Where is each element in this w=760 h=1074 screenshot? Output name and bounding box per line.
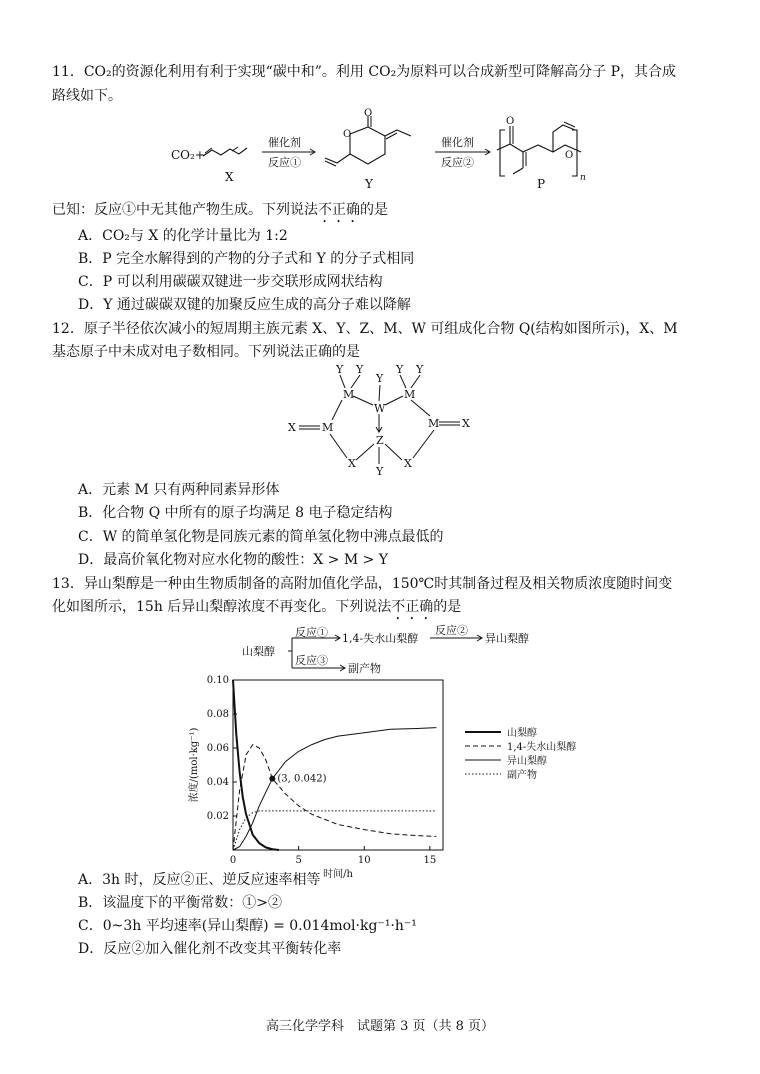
svg-text:M: M bbox=[343, 388, 355, 401]
y-tick-label: 0.04 bbox=[206, 777, 229, 788]
svg-text:Y: Y bbox=[336, 363, 344, 376]
concentration-time-chart bbox=[185, 672, 605, 880]
legend-label-2: 1,4-失水山梨醇 bbox=[507, 742, 577, 753]
step-2: 反应② bbox=[441, 156, 474, 169]
y-tick-label: 0.10 bbox=[206, 675, 229, 686]
q13-stem-line2: 化如图所示，15h 后异山梨醇浓度不再变化。下列说法不正确的是 bbox=[52, 599, 462, 615]
x-tick-label: 10 bbox=[357, 855, 371, 866]
svg-text:O: O bbox=[506, 116, 515, 127]
q13-option-b[interactable]: B．该温度下的平衡常数：①>② bbox=[78, 895, 283, 911]
q13-option-d[interactable]: D．反应②加入催化剂不改变其平衡转化率 bbox=[78, 941, 342, 957]
q12-option-d[interactable]: D．最高价氧化物对应水化物的酸性：X > M > Y bbox=[78, 552, 389, 568]
page-footer: 高三化学学科 试题第 3 页（共 8 页） bbox=[265, 1019, 495, 1034]
label-y: Y bbox=[365, 177, 373, 191]
co2-plus: CO₂+ bbox=[171, 148, 205, 162]
step-1: 反应① bbox=[268, 156, 301, 169]
scheme-r2: 反应② bbox=[435, 624, 468, 637]
catalyst-1: 催化剂 bbox=[268, 136, 301, 149]
q11-stem-line1: 11．CO₂的资源化利用有利于实现“碳中和”。利用 CO₂为原料可以合成新型可降解高分子 P，其合成 bbox=[52, 64, 677, 80]
y-axis-label: 浓度/(mol·kg⁻¹) bbox=[189, 727, 200, 803]
scheme-start: 山梨醇 bbox=[242, 645, 275, 658]
q11-known: 已知：反应①中无其他产物生成。下列说法不正确的是 bbox=[52, 202, 388, 218]
x-tick-label: 15 bbox=[423, 855, 437, 866]
svg-text:Y: Y bbox=[356, 363, 364, 376]
q12-option-b[interactable]: B．化合物 Q 中所有的原子均满足 8 电子稳定结构 bbox=[78, 505, 393, 521]
scheme-r3: 反应③ bbox=[295, 654, 328, 667]
scheme-side: 副产物 bbox=[348, 662, 381, 675]
svg-text:W: W bbox=[374, 402, 386, 415]
plot-frame bbox=[233, 680, 443, 850]
scheme-r1: 反应① bbox=[295, 626, 328, 639]
x-tick-label: 5 bbox=[295, 855, 302, 866]
q11-option-b[interactable]: B．P 完全水解得到的产物的分子式和 Y 的分子式相同 bbox=[78, 251, 415, 267]
x-axis-label: 时间/h bbox=[323, 869, 353, 880]
svg-text:Z: Z bbox=[376, 434, 384, 447]
svg-text:Y: Y bbox=[376, 372, 384, 385]
svg-text:Y: Y bbox=[396, 363, 404, 376]
scheme-end: 异山梨醇 bbox=[485, 632, 529, 645]
q12-stem-line2: 基态原子中未成对电子数相同。下列说法正确的是 bbox=[52, 344, 360, 360]
scheme-mid: 1,4-失水山梨醇 bbox=[342, 632, 419, 645]
q11-option-a[interactable]: A．CO₂与 X 的化学计量比为 1:2 bbox=[78, 228, 288, 244]
y-tick-label: 0.02 bbox=[206, 811, 229, 822]
q11-option-d[interactable]: D．Y 通过碳碳双键的加聚反应生成的高分子难以降解 bbox=[78, 297, 411, 313]
q12-stem-line1: 12．原子半径依次减小的短周期主族元素 X、Y、Z、M、W 可组成化合物 Q(结构如图所示)，X、M bbox=[52, 321, 678, 337]
q13-option-c[interactable]: C．0~3h 平均速率(异山梨醇) = 0.014mol·kg⁻¹·h⁻¹ bbox=[78, 918, 417, 934]
series-line-1 bbox=[233, 680, 279, 850]
svg-text:X: X bbox=[348, 457, 356, 470]
x-tick-label: 0 bbox=[229, 855, 237, 866]
q11-reaction-scheme bbox=[165, 108, 615, 198]
q12-option-a[interactable]: A．元素 M 只有两种同素异形体 bbox=[78, 482, 280, 498]
legend-label-1: 山梨醇 bbox=[507, 728, 537, 739]
q13-stem-line1: 13．异山梨醇是一种由生物质制备的高附加值化学品，150℃时其制备过程及相关物质浓度随时间变 bbox=[52, 576, 673, 592]
label-n: n bbox=[580, 173, 586, 183]
label-x: X bbox=[225, 170, 234, 184]
svg-text:M: M bbox=[404, 388, 416, 401]
q11-option-c[interactable]: C．P 可以利用碳碳双键进一步交联形成网状结构 bbox=[78, 274, 383, 290]
q11-stem-line2: 路线如下。 bbox=[52, 88, 122, 104]
legend-label-3: 异山梨醇 bbox=[507, 756, 547, 767]
label-p: P bbox=[537, 177, 546, 191]
annotation-point bbox=[269, 776, 275, 782]
q12-structure bbox=[280, 360, 480, 480]
svg-text:X: X bbox=[288, 421, 296, 434]
svg-text:M: M bbox=[322, 421, 334, 434]
y-tick-label: 0.08 bbox=[206, 709, 229, 720]
catalyst-2: 催化剂 bbox=[441, 136, 474, 149]
q13-reaction-scheme bbox=[240, 620, 570, 680]
svg-text:X: X bbox=[462, 417, 470, 430]
series-line-3 bbox=[233, 728, 436, 850]
svg-text:M: M bbox=[428, 417, 440, 430]
svg-text:O: O bbox=[364, 108, 373, 119]
svg-text:O: O bbox=[343, 129, 352, 140]
svg-text:O: O bbox=[565, 150, 574, 161]
svg-text:X: X bbox=[404, 457, 412, 470]
q12-option-c[interactable]: C．W 的简单氢化物是同族元素的简单氢化物中沸点最低的 bbox=[78, 529, 444, 545]
series-line-4 bbox=[233, 811, 436, 850]
legend-label-4: 副产物 bbox=[507, 770, 537, 781]
annotation-label: (3, 0.042) bbox=[277, 773, 327, 785]
svg-text:Y: Y bbox=[376, 465, 384, 478]
y-tick-label: 0.06 bbox=[206, 743, 229, 754]
svg-text:Y: Y bbox=[416, 363, 424, 376]
q13-option-a[interactable]: A．3h 时，反应②正、逆反应速率相等 bbox=[78, 872, 321, 888]
